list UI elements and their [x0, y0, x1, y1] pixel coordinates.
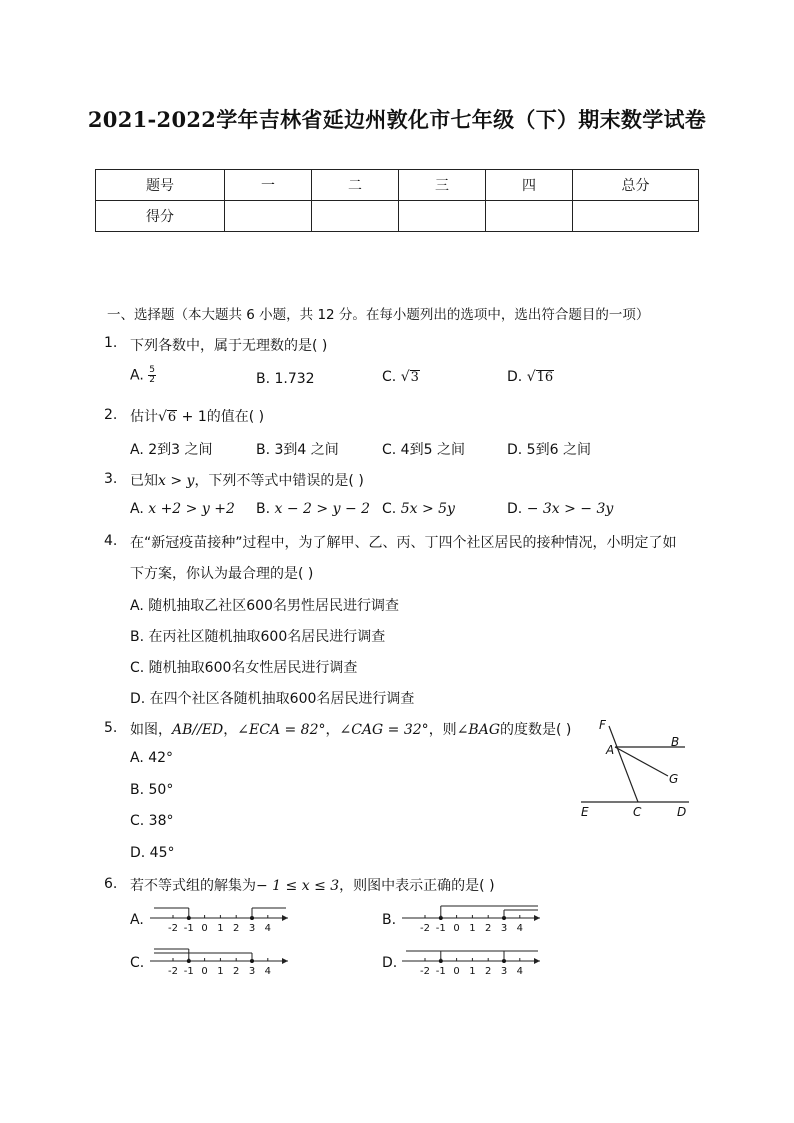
line-fc	[609, 726, 638, 802]
question-text	[130, 470, 364, 490]
tick-label: 0	[453, 966, 460, 977]
tick-label: 2	[233, 923, 240, 934]
score-cell	[486, 201, 573, 232]
tick-label: 4	[516, 966, 523, 977]
question-number: 2.	[104, 407, 118, 423]
option-d	[507, 369, 554, 385]
option-b: B. 50°	[130, 782, 174, 798]
score-table-header: 题号	[96, 170, 225, 201]
score-cell	[225, 201, 312, 232]
question-number: 4.	[104, 533, 118, 549]
question-text-line: 下方案，你认为最合理的是( )	[130, 566, 314, 582]
option-label: B.	[256, 501, 271, 517]
label-e: E	[581, 805, 589, 819]
question-text	[130, 719, 571, 739]
question-text-part: + 1的值在( )	[177, 409, 265, 425]
option-c	[382, 369, 420, 385]
math-expression: ∠CAG = 32°	[339, 722, 429, 738]
tick-label: 3	[248, 923, 256, 934]
question-number: 1.	[104, 335, 118, 351]
radicand: 3	[410, 370, 419, 385]
tick-label: -1	[183, 966, 194, 977]
tick-label: -2	[168, 966, 178, 977]
tick-label: 4	[264, 966, 271, 977]
tick-label: 2	[485, 966, 492, 977]
arrow-icon	[282, 915, 288, 921]
option-a: A. 随机抽取乙社区600名男性居民进行调查	[130, 598, 399, 614]
option-d: D. 在四个社区各随机抽取600名居民进行调查	[130, 691, 415, 707]
option-label: C.	[382, 369, 397, 385]
question-text	[130, 875, 495, 895]
radicand: 16	[536, 370, 554, 385]
option-label: C.	[382, 501, 397, 517]
score-cell	[399, 201, 486, 232]
option-b: B. 在丙社区随机抽取600名居民进行调查	[130, 629, 386, 645]
score-table	[95, 169, 699, 232]
math-expression: ∠ECA = 82°	[237, 722, 326, 738]
score-table-row-label: 得分	[96, 201, 225, 232]
math-expression: x +2 > y +2	[148, 501, 235, 517]
section-heading: 一、选择题（本大题共 6 小题，共 12 分。在每小题列出的选项中，选出符合题目的一项）	[107, 307, 650, 323]
tick-label: -1	[435, 966, 446, 977]
question-number: 6.	[104, 876, 118, 892]
number-line-d	[400, 945, 546, 979]
option-b: B. 3到4 之间	[256, 442, 339, 458]
label-a: A	[606, 743, 615, 757]
question-text-part: ，则图中表示正确的是( )	[339, 878, 495, 894]
question-text-line: 在“新冠疫苗接种”过程中，为了解甲、乙、丙、丁四个社区居民的接种情况，小明定了如	[130, 535, 677, 551]
tick-label: 3	[500, 923, 508, 934]
denominator: 2	[149, 375, 155, 385]
tick-label: -1	[183, 923, 194, 934]
option-b	[256, 501, 370, 517]
question-text-part: 已知	[130, 473, 158, 489]
score-table-header: 一	[225, 170, 312, 201]
sqrt-icon: √	[526, 369, 536, 385]
number-line-b	[400, 902, 546, 936]
number-line-c	[148, 945, 294, 979]
score-cell	[312, 201, 399, 232]
option-b-label: B.	[382, 912, 397, 928]
numerator: 5	[149, 365, 155, 375]
tick-label: 2	[233, 966, 240, 977]
question-text-part: 估计	[130, 409, 158, 425]
tick-label: 2	[485, 923, 492, 934]
question-text: 下列各数中，属于无理数的是( )	[130, 338, 328, 354]
score-table-header: 二	[312, 170, 399, 201]
score-cell	[573, 201, 699, 232]
math-expression: ∠BAG	[456, 722, 500, 738]
option-label: D.	[507, 369, 523, 385]
question-text-part: ，	[325, 722, 340, 738]
tick-label: -2	[420, 966, 430, 977]
option-c-label: C.	[130, 955, 145, 971]
tick-label: 1	[217, 966, 224, 977]
question-text-part: 的度数是( )	[500, 722, 572, 738]
option-label: D.	[507, 501, 523, 517]
option-c: C. 38°	[130, 813, 174, 829]
tick-label: 1	[469, 923, 476, 934]
label-f: F	[599, 718, 606, 732]
sqrt-icon: √	[158, 409, 167, 425]
tick-label: -1	[435, 923, 446, 934]
label-c: C	[633, 805, 642, 819]
score-table-header: 三	[399, 170, 486, 201]
tick-label: -2	[168, 923, 178, 934]
label-g: G	[669, 772, 679, 786]
number-line-a	[148, 902, 294, 936]
label-d: D	[677, 805, 687, 819]
question-text-part: ，下列不等式中错误的是( )	[194, 473, 364, 489]
math-expression: AB//ED	[172, 722, 224, 738]
arrow-icon	[282, 958, 288, 964]
math-expression: x − 2 > y − 2	[274, 501, 371, 517]
fraction	[148, 366, 156, 385]
option-a	[130, 501, 235, 517]
option-b: B. 1.732	[256, 371, 315, 387]
math-expression: − 3x > − 3y	[526, 501, 614, 517]
question-text-part: 如图，	[130, 722, 172, 738]
page-title: 2021-2022学年吉林省延边州敦化市七年级（下）期末数学试卷	[87, 107, 707, 132]
option-a: A. 42°	[130, 750, 174, 766]
score-table-header: 四	[486, 170, 573, 201]
option-a: A. 2到3 之间	[130, 442, 213, 458]
option-label: A.	[130, 501, 144, 517]
math-expression: x > y	[158, 473, 195, 489]
tick-label: 0	[201, 966, 208, 977]
score-table-header-row	[96, 170, 699, 201]
tick-label: 3	[248, 966, 256, 977]
option-a	[130, 366, 156, 385]
option-d	[507, 501, 613, 517]
option-d: D. 5到6 之间	[507, 442, 591, 458]
option-d-label: D.	[382, 955, 398, 971]
question-text-part: ，	[223, 722, 238, 738]
tick-label: 4	[264, 923, 271, 934]
arrow-icon	[534, 958, 540, 964]
question-text	[130, 406, 264, 426]
score-table-row	[96, 201, 699, 232]
radicand: 6	[167, 410, 177, 425]
option-label: A.	[130, 367, 144, 384]
question-text-part: 若不等式组的解集为	[130, 878, 256, 894]
tick-label: 0	[201, 923, 208, 934]
question-text-part: ，则	[428, 722, 457, 738]
option-c	[382, 501, 455, 517]
tick-label: 1	[217, 923, 224, 934]
geometry-figure	[575, 712, 700, 824]
math-expression: − 1 ≤ x ≤ 3	[256, 878, 340, 894]
tick-label: 4	[516, 923, 523, 934]
tick-label: -2	[420, 923, 430, 934]
tick-label: 1	[469, 966, 476, 977]
arrow-icon	[534, 915, 540, 921]
math-expression: 5x > 5y	[400, 501, 455, 517]
option-a-label: A.	[130, 912, 144, 928]
tick-label: 0	[453, 923, 460, 934]
question-number: 3.	[104, 471, 118, 487]
tick-label: 3	[500, 966, 508, 977]
question-number: 5.	[104, 720, 118, 736]
sqrt-icon: √	[400, 369, 410, 385]
option-c: C. 随机抽取600名女性居民进行调查	[130, 660, 358, 676]
score-table-header: 总分	[573, 170, 699, 201]
option-d: D. 45°	[130, 845, 175, 861]
label-b: B	[671, 735, 680, 749]
option-c: C. 4到5 之间	[382, 442, 465, 458]
